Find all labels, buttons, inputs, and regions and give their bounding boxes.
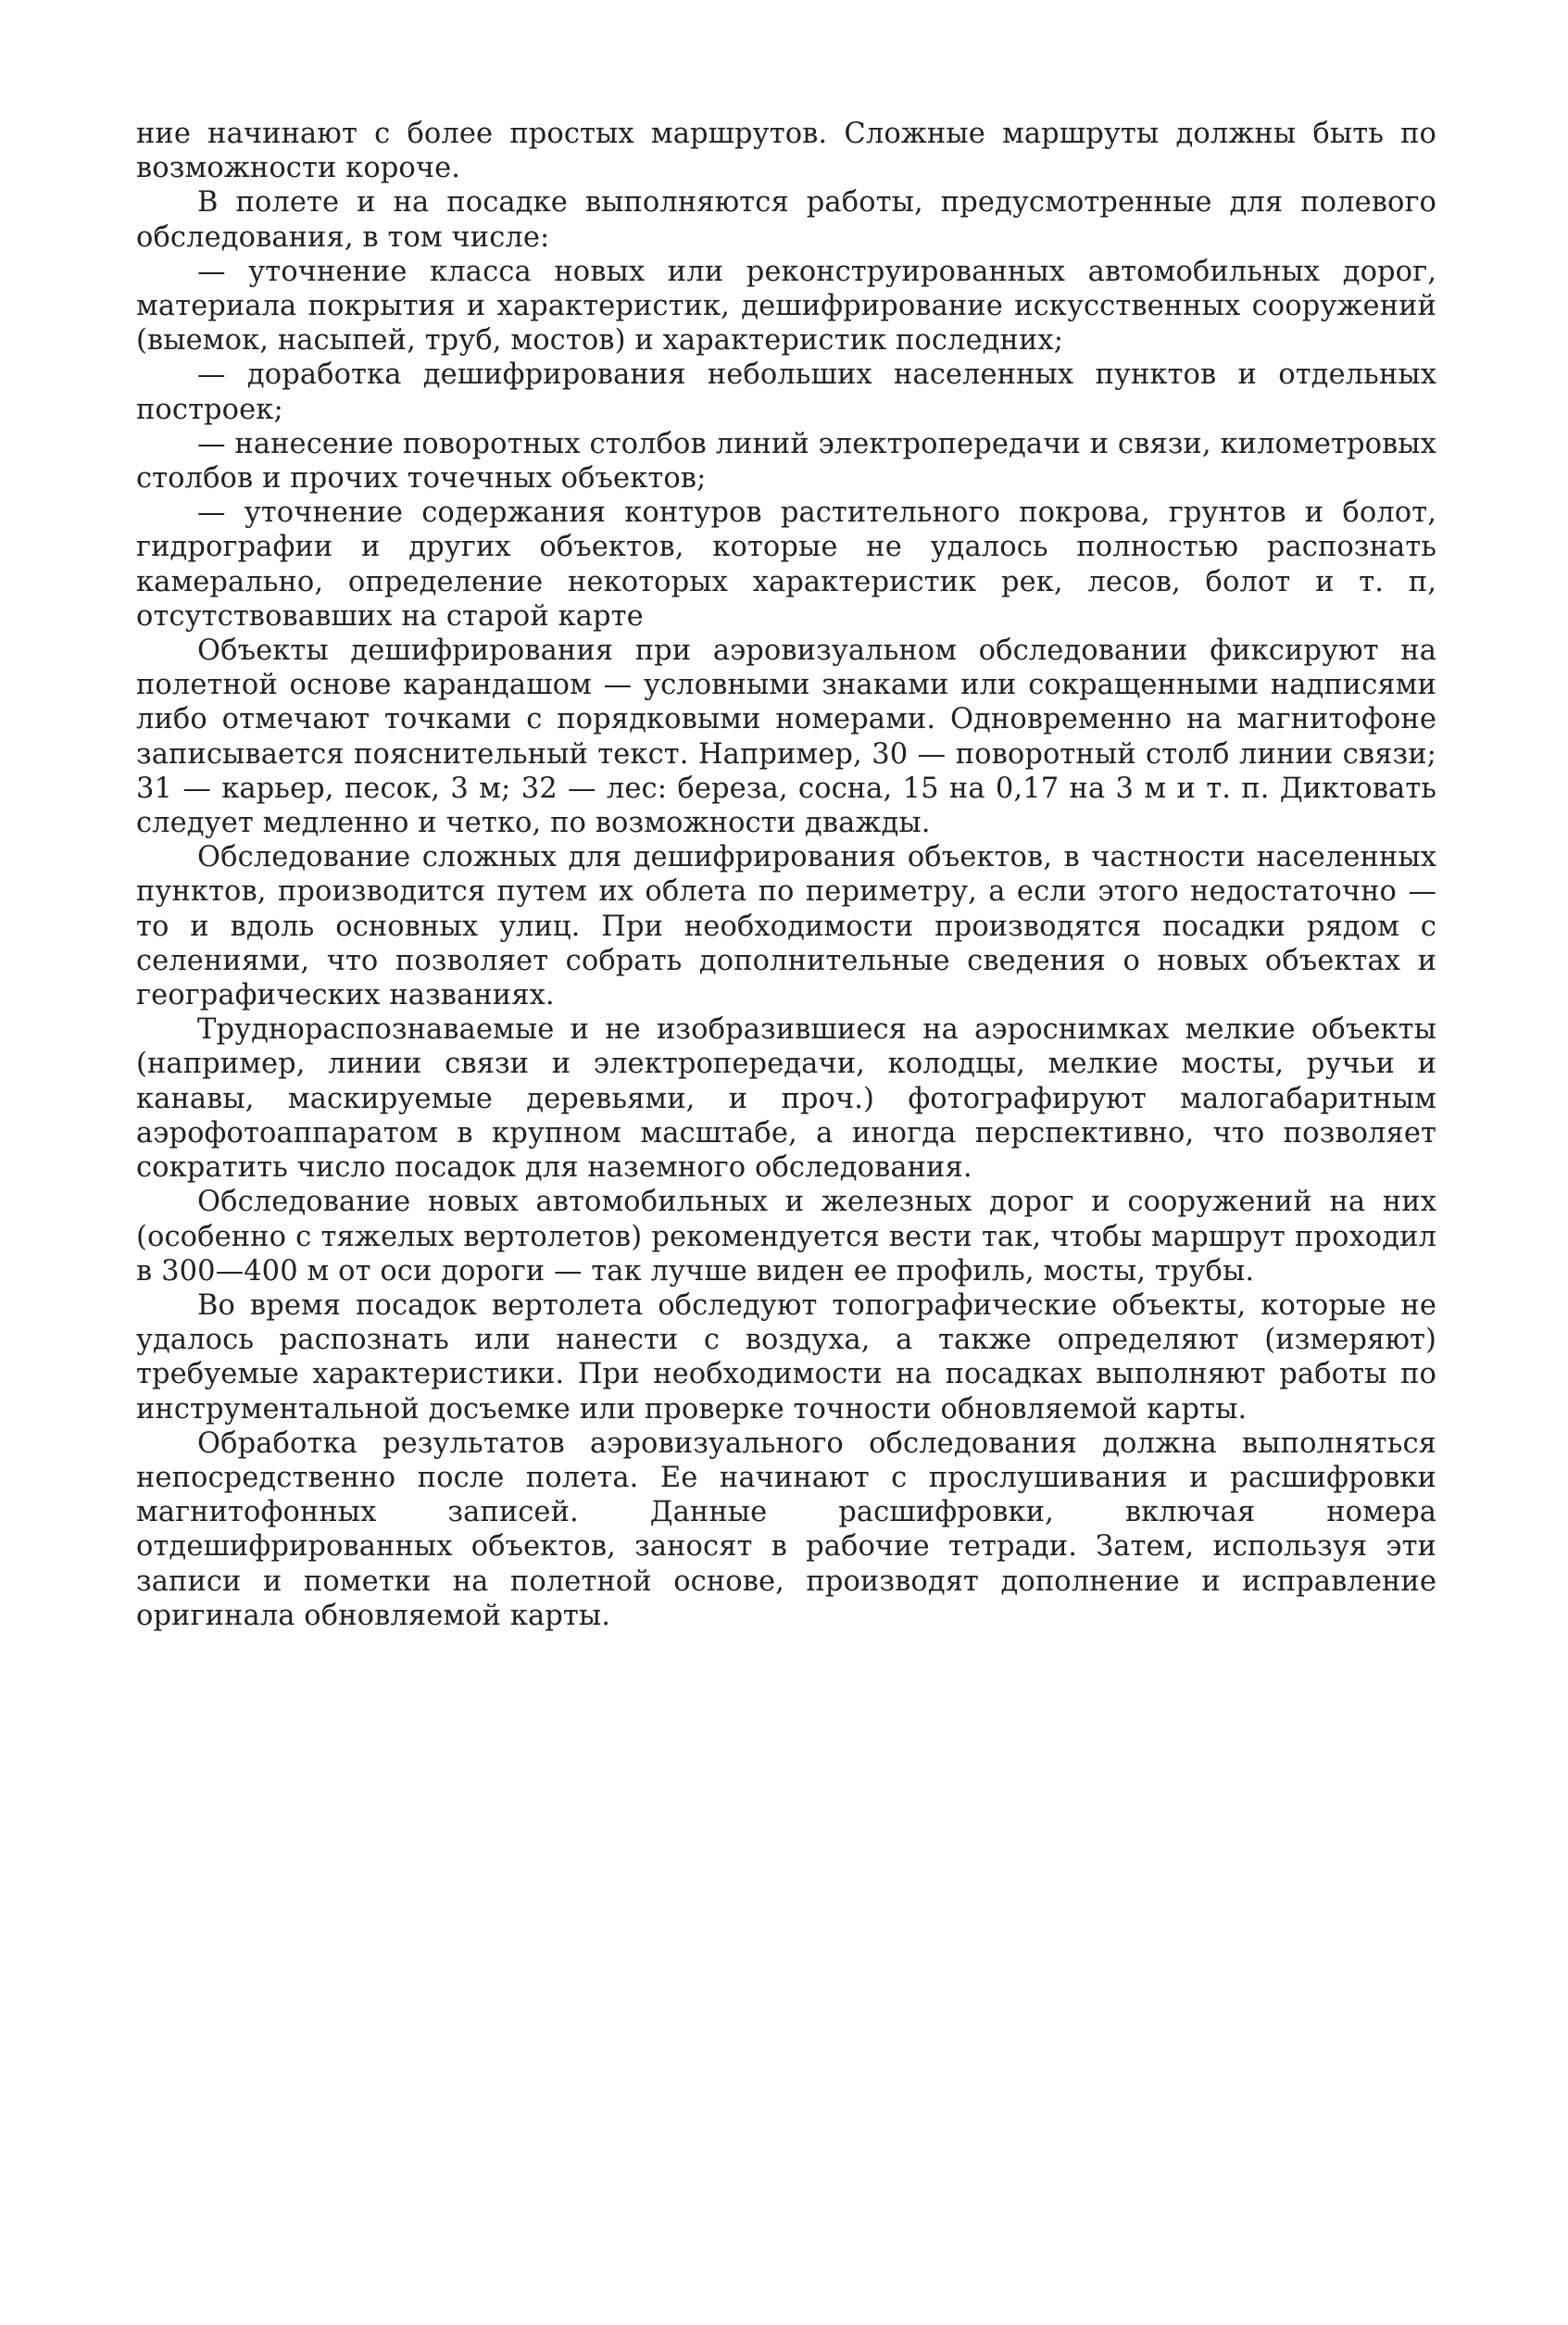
list-item-poles: — нанесение поворотных столбов линий электропередачи и связи, километровых столбов и прочих точечных объектов; bbox=[136, 427, 1436, 496]
body-text bbox=[136, 117, 1436, 1633]
paragraph-intro-work-list: В полете и на посадке выполняются работы, предусмотренные для полевого обследования, в том числе: bbox=[136, 186, 1436, 254]
list-item-settlements: — доработка дешифрирования небольших населенных пунктов и отдельных построек; bbox=[136, 358, 1436, 426]
list-item-vegetation: — уточнение содержания контуров растительного покрова, грунтов и болот, гидрографии и других объектов, которые не удалось полностью распознать камерально, определение некоторых характеристик рек, лесов, болот и т. п, отсутствовавших на старой карте bbox=[136, 496, 1436, 633]
list-item-roads: — уточнение класса новых или реконструированных автомобильных дорог, материала покрытия и характеристик, дешифрирование искусственных сооружений (выемок, насыпей, труб, мостов) и характеристик последних; bbox=[136, 255, 1436, 358]
paragraph-processing: Обработка результатов аэровизуального обследования должна выполняться непосредственно после полета. Ее начинают с прослушивания и расшифровки магнитофонных записей. Данные расшифровки, включая номера отдешифрированных объектов, заносят в рабочие тетради. Затем, используя эти записи и пометки на полетной основе, производят дополнение и исправление оригинала обновляемой карты. bbox=[136, 1426, 1436, 1632]
paragraph-roads-survey: Обследование новых автомобильных и железных дорог и сооружений на них (особенно с тяжелых вертолетов) рекомендуется вести так, чтобы маршрут проходил в 300—400 м от оси дороги — так лучше виден ее профиль, мосты, трубы. bbox=[136, 1186, 1436, 1288]
paragraph-recording: Объекты дешифрирования при аэровизуальном обследовании фиксируют на полетной основе карандашом — условными знаками или сокращенными надписями либо отмечают точками с порядковыми номерами. Одновременно на магнитофоне записывается пояснительный текст. Например, 30 — поворотный столб линии связи; 31 — карьер, песок, 3 м; 32 — лес: береза, сосна, 15 на 0,17 на 3 м и т. п. Диктовать следует медленно и четко, по возможности дважды. bbox=[136, 635, 1436, 840]
paragraph-complex-objects: Обследование сложных для дешифрирования объектов, в частности населенных пунктов, производится путем их облета по периметру, а если этого недостаточно — то и вдоль основных улиц. При необходимости производятся посадки рядом с селениями, что позволяет собрать дополнительные сведения о новых объектах и географических названиях. bbox=[136, 841, 1436, 1012]
paragraph-continuation: ние начинают с более простых маршрутов. Сложные маршруты должны быть по возможности короче. bbox=[136, 118, 1436, 185]
paragraph-landings: Во время посадок вертолета обследуют топографические объекты, которые не удалось распознать или нанести с воздуха, а также определяют (измеряют) требуемые характеристики. При необходимости на посадках выполняют работы по инструментальной досъемке или проверке точности обновляемой карты. bbox=[136, 1288, 1436, 1426]
paragraph-small-objects: Труднораспознаваемые и не изобразившиеся на аэроснимках мелкие объекты (например, линии связи и электропередачи, колодцы, мелкие мосты, ручьи и канавы, маскируемые деревьями, и проч.) фотографируют малогабаритным аэрофотоаппаратом в крупном масштабе, а иногда перспективно, что позволяет сократить число посадок для наземного обследования. bbox=[136, 1013, 1436, 1185]
